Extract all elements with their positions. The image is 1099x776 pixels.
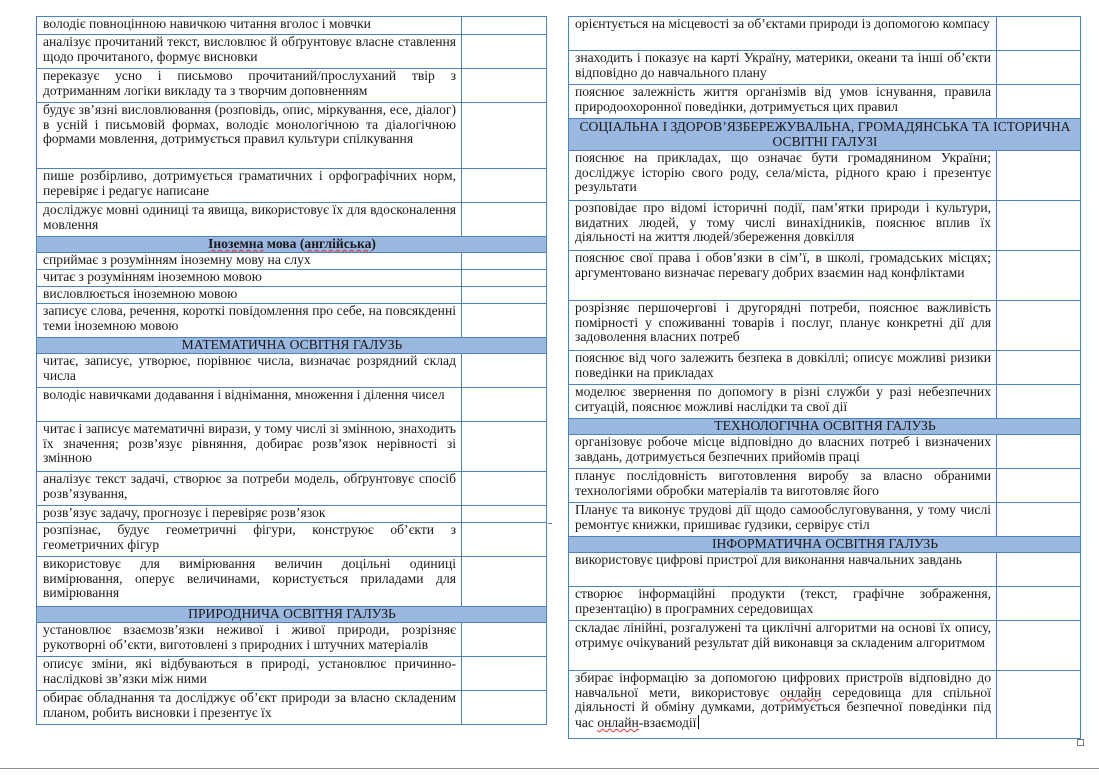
table-row — [37, 35, 547, 69]
table-row — [569, 301, 1081, 351]
table-row — [37, 304, 547, 338]
table-row — [37, 253, 547, 270]
criterion-text[interactable]: пише розбірливо, дотримується граматичних і орфографічних норм, перевіряє і редагує написане — [37, 169, 462, 203]
section-header — [37, 338, 547, 354]
table-row — [569, 351, 1081, 385]
assessment-cell[interactable] — [997, 351, 1081, 385]
criterion-text[interactable]: досліджує мовні одиниці та явища, використовує їх для вдосконалення мовлення — [37, 203, 462, 237]
criterion-text[interactable]: переказує усно і письмово прочитаний/прослуханий твір з дотриманням логіки викладу та з творчим доповненням — [37, 69, 462, 103]
assessment-cell[interactable] — [462, 422, 547, 472]
section-header-title: Іноземна мова (англійська) — [37, 237, 547, 253]
assessment-cell[interactable] — [462, 169, 547, 203]
assessment-cell[interactable] — [997, 671, 1081, 739]
section-header — [569, 119, 1081, 151]
assessment-cell[interactable] — [462, 69, 547, 103]
table-row — [569, 51, 1081, 85]
assessment-cell[interactable] — [462, 287, 547, 304]
assessment-cell[interactable] — [462, 472, 547, 506]
left-column — [36, 16, 546, 725]
table-row — [37, 287, 547, 304]
table-row — [37, 472, 547, 506]
assessment-cell[interactable] — [997, 587, 1081, 621]
criterion-text[interactable]: пояснює свої права і обов’язки в сім’ї, в школі, громадських місцях; аргументовано визначає перевагу добрих взаємин над конфліктами — [569, 251, 997, 301]
table-row — [569, 503, 1081, 537]
table-row — [37, 388, 547, 422]
criterion-text[interactable]: моделює звернення по допомогу в різні служби у разі небезпечних ситуацій, пояснює можливі наслідки та свої дії — [569, 385, 997, 419]
section-header — [569, 419, 1081, 435]
criterion-text[interactable]: складає лінійні, розгалужені та циклічні алгоритми на основі їх опису, отримує очікуваний результат дій виконавця за складеним алгоритмом — [569, 621, 997, 671]
table-row — [37, 523, 547, 557]
criterion-text[interactable]: створює інформаційні продукти (текст, графічне зображення, презентацію) в програмних середовищах — [569, 587, 997, 621]
table-row — [37, 691, 547, 725]
criterion-text[interactable]: описує зміни, які відбуваються в природі, установлює причинно-наслідкові зв’язки між ними — [37, 657, 462, 691]
criterion-text[interactable]: висловлюється іноземною мовою — [37, 287, 462, 304]
criterion-text[interactable]: обирає обладнання та досліджує об’єкт природи за власно складеним планом, робить висновки і презентує їх — [37, 691, 462, 725]
assessment-cell[interactable] — [462, 270, 547, 287]
table-row — [569, 553, 1081, 587]
criterion-text[interactable]: Планує та виконує трудові дії щодо самообслуговування, у тому числі ремонтує книжки, пришиває ґудзики, сервірує стіл — [569, 503, 997, 537]
table-row — [37, 169, 547, 203]
table-row — [569, 435, 1081, 469]
text-cursor — [698, 715, 699, 729]
criterion-text[interactable]: знаходить і показує на карті Україну, материки, океани та інші об’єкти відповідно до навчального плану — [569, 51, 997, 85]
assessment-cell[interactable] — [462, 203, 547, 237]
table-row — [569, 85, 1081, 119]
criterion-text[interactable]: використовує для вимірювання величин доцільні одиниці вимірювання, оперує величинами, користується приладами для вимірювання — [37, 557, 462, 607]
criterion-text[interactable]: пояснює від чого залежить безпека в довкіллі; описує можливі ризики поведінки на прикладах — [569, 351, 997, 385]
assessment-cell[interactable] — [997, 201, 1081, 251]
section-header-title: СОЦІАЛЬНА І ЗДОРОВ’ЯЗБЕРЕЖУВАЛЬНА, ГРОМАДЯНСЬКА ТА ІСТОРИЧНА ОСВІТНІ ГАЛУЗІ — [569, 119, 1081, 151]
assessment-cell[interactable] — [997, 301, 1081, 351]
criterion-text[interactable]: читає і записує математичні вирази, у тому числі зі змінною, знаходить їх значення; розв’язує рівняння, добирає розв’язок нерівності зі змінною — [37, 422, 462, 472]
assessment-cell[interactable] — [997, 435, 1081, 469]
table-row — [37, 69, 547, 103]
criterion-text[interactable]: читає з розумінням іноземною мовою — [37, 270, 462, 287]
table-row — [569, 151, 1081, 201]
assessment-cell[interactable] — [462, 354, 547, 388]
section-header — [569, 537, 1081, 553]
table-row — [37, 623, 547, 657]
table-row — [569, 587, 1081, 621]
criterion-text[interactable]: читає, записує, утворює, порівнює числа, визначає розрядний склад числа — [37, 354, 462, 388]
table-row — [569, 201, 1081, 251]
section-header-title: ІНФОРМАТИЧНА ОСВІТНЯ ГАЛУЗЬ — [569, 537, 1081, 553]
assessment-cell[interactable] — [997, 251, 1081, 301]
criterion-text[interactable]: сприймає з розумінням іноземну мову на слух — [37, 253, 462, 270]
assessment-cell[interactable] — [462, 691, 547, 725]
criterion-text[interactable]: організовує робоче місце відповідно до власних потреб і визначених завдань, дотримується безпечних прийомів праці — [569, 435, 997, 469]
table-row — [37, 103, 547, 169]
criterion-text[interactable]: використовує цифрові пристрої для виконання навчальних завдань — [569, 553, 997, 587]
section-header-title: ТЕХНОЛОГІЧНА ОСВІТНЯ ГАЛУЗЬ — [569, 419, 1081, 435]
table-row — [37, 17, 547, 35]
table-row — [37, 557, 547, 607]
criterion-text[interactable]: установлює взаємозв’язки неживої і живої природи, розрізняє рукотворні об’єкти, виготовлені з природних і штучних матеріалів — [37, 623, 462, 657]
criterion-text[interactable]: розпізнає, будує геометричні фігури, конструює об’єкти з геометричних фігур — [37, 523, 462, 557]
table-resize-handle[interactable] — [1077, 739, 1084, 746]
assessment-cell[interactable] — [462, 17, 547, 35]
criterion-text[interactable]: володіє повноцінною навичкою читання вголос і мовчки — [37, 17, 462, 35]
table-row — [37, 270, 547, 287]
table-edge-mark — [548, 523, 552, 524]
competency-table-right — [568, 16, 1081, 739]
section-header-title: ПРИРОДНИЧА ОСВІТНЯ ГАЛУЗЬ — [37, 607, 547, 623]
table-row — [569, 17, 1081, 51]
assessment-cell[interactable] — [997, 151, 1081, 201]
assessment-cell[interactable] — [462, 523, 547, 557]
table-row — [37, 354, 547, 388]
table-row — [569, 251, 1081, 301]
table-row — [37, 506, 547, 523]
section-header — [37, 237, 547, 253]
assessment-cell[interactable] — [997, 385, 1081, 419]
assessment-cell[interactable] — [462, 623, 547, 657]
assessment-cell[interactable] — [997, 553, 1081, 587]
table-row — [37, 203, 547, 237]
criterion-text[interactable]: розв’язує задачу, прогнозує і перевіряє розв’язок — [37, 506, 462, 523]
assessment-cell[interactable] — [462, 304, 547, 338]
table-row — [569, 469, 1081, 503]
criterion-text[interactable]: планує послідовність виготовлення виробу за власно обраними технологіями обробки матеріалів та виготовляє його — [569, 469, 997, 503]
assessment-cell[interactable] — [462, 557, 547, 607]
competency-table-left — [36, 16, 547, 725]
criterion-text[interactable]: збирає інформацію за допомогою цифрових пристроїв відповідно до навчальної мети, використовує онлайн середовища для спільної діяльності й обміну думками, дотримується безпечної поведінки під час онлайн-взаємодії — [569, 671, 997, 739]
section-header — [37, 607, 547, 623]
assessment-cell[interactable] — [462, 506, 547, 523]
criterion-text[interactable]: пояснює на прикладах, що означає бути громадянином України; досліджує історію свого роду, села/міста, рідного краю і презентує результати — [569, 151, 997, 201]
criterion-text[interactable]: орієнтується на місцевості за об’єктами природи із допомогою компасу — [569, 17, 997, 51]
assessment-cell[interactable] — [997, 17, 1081, 51]
assessment-cell[interactable] — [997, 469, 1081, 503]
table-row — [37, 422, 547, 472]
criterion-text[interactable]: пояснює залежність життя організмів від умов існування, правила природоохоронної поведінки, дотримується цих правил — [569, 85, 997, 119]
assessment-cell[interactable] — [462, 657, 547, 691]
assessment-cell[interactable] — [462, 253, 547, 270]
table-row — [569, 671, 1081, 739]
criterion-text[interactable]: аналізує прочитаний текст, висловлює й обґрунтовує власне ставлення щодо прочитаного, формує висновки — [37, 35, 462, 69]
assessment-cell[interactable] — [462, 103, 547, 169]
criterion-text[interactable]: володіє навичками додавання і віднімання, множення і ділення чисел — [37, 388, 462, 422]
assessment-cell[interactable] — [997, 85, 1081, 119]
criterion-text[interactable]: записує слова, речення, короткі повідомлення про себе, на повсякденні теми іноземною мовою — [37, 304, 462, 338]
table-row — [569, 385, 1081, 419]
assessment-cell[interactable] — [997, 621, 1081, 671]
table-row — [569, 621, 1081, 671]
assessment-cell[interactable] — [462, 35, 547, 69]
page-bottom-border — [0, 768, 1099, 769]
assessment-cell[interactable] — [997, 51, 1081, 85]
right-column — [568, 16, 1080, 739]
section-header-title: МАТЕМАТИЧНА ОСВІТНЯ ГАЛУЗЬ — [37, 338, 547, 354]
table-row — [37, 657, 547, 691]
criterion-text[interactable]: аналізує текст задачі, створює за потреби модель, обґрунтовує спосіб розв’язування, — [37, 472, 462, 506]
criterion-text[interactable]: розрізняє першочергові і другорядні потреби, пояснює важливість помірності у споживанні товарів і послуг, планує конкретні дії для задоволення власних потреб — [569, 301, 997, 351]
criterion-text[interactable]: будує зв’язні висловлювання (розповідь, опис, міркування, есе, діалог) в усній і письмовій формах, володіє монологічною та діалогічною формами мовлення, дотримується правил культури спілкування — [37, 103, 462, 169]
assessment-cell[interactable] — [997, 503, 1081, 537]
criterion-text[interactable]: розповідає про відомі історичні події, пам’ятки природи і культури, видатних людей, у тому числі винахідників, пояснює вплив їх діяльності на життя людей/збереження довкілля — [569, 201, 997, 251]
assessment-cell[interactable] — [462, 388, 547, 422]
